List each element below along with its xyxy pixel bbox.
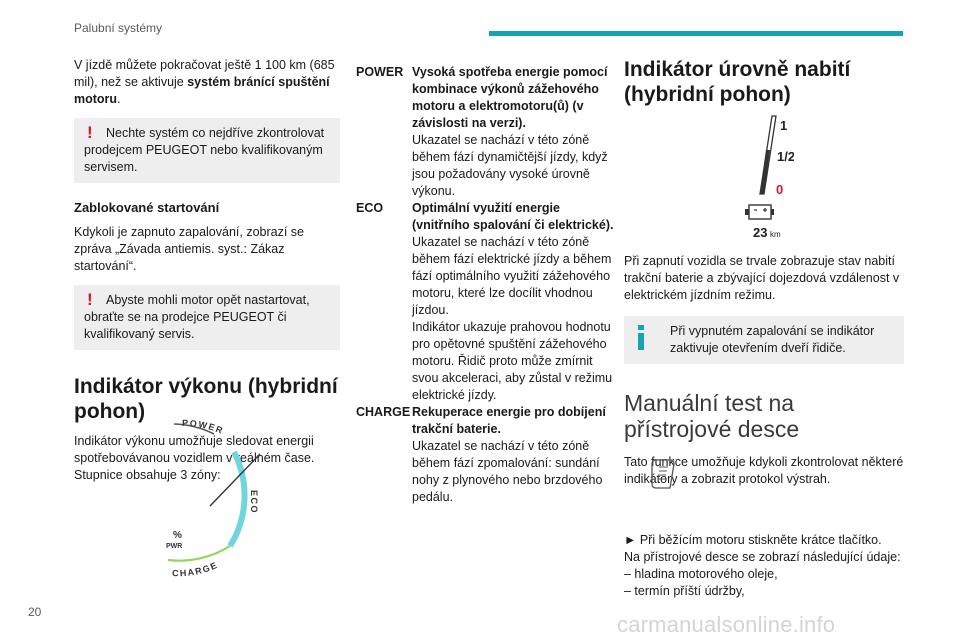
warning-exclamation-icon: !	[87, 123, 93, 142]
range-value: 23	[753, 225, 768, 240]
zone-item-eco	[356, 200, 620, 404]
info-text: Při vypnutém zapalování se indikátor zaktivuje otevřením dveří řidiče.	[670, 324, 875, 355]
warning-box	[74, 285, 340, 350]
zone-term: ECO	[356, 201, 384, 215]
charge-zone-label: CHARGE	[171, 559, 220, 579]
zone-definition: Optimální využití energie (vnitřního spalování či elektrické). Ukazatel se nachází v této zóně během fází elektrické jízdy a během fází optimálního využití zážehového motoru, které lze docílit vhodnou jízdou. Indikátor ukazuje prahovou hodnotu pro opětovné spuštění zážehového motoru. Řidič proto může zmírnit svou akceleraci, aby zůstal v režimu elektrické jízdy.	[412, 201, 614, 402]
running-header: Palubní systémy	[74, 21, 163, 35]
section-heading-charge-level: Indikátor úrovně nabití (hybridní pohon)	[624, 58, 851, 106]
step-press-button: ► Při běžícím motoru stiskněte krátce tlačítko.	[624, 533, 882, 547]
power-gauge-illustration	[122, 404, 302, 584]
instrument-button-icon	[648, 458, 676, 490]
warning-text: Abyste mohli motor opět nastartovat, obraťte se na prodejce PEUGEOT či kvalifikovaný servis.	[84, 293, 310, 341]
sub-heading-blocked-start: Zablokované startování	[74, 200, 220, 215]
power-zone-label: POWER	[181, 417, 226, 437]
watermark: carmanualsonline.info	[617, 612, 836, 637]
list-item: – hladina motorového oleje,	[624, 567, 778, 581]
column-middle	[356, 64, 620, 506]
zone-term: POWER	[356, 65, 404, 79]
eco-zone-arc	[230, 452, 245, 546]
level-zero-label: 0	[776, 182, 784, 197]
header-accent-bar	[489, 31, 903, 36]
zone-term: CHARGE	[356, 405, 411, 419]
gauge-percent-label: %	[173, 530, 182, 541]
charge-level-svg	[744, 110, 794, 240]
section-heading-manual-test: Manuální test na přístrojové desce	[624, 390, 800, 442]
zone-definition: Rekuperace energie pro dobíjení trakční baterie. Ukazatel se nachází v této zóně během fází zpomalování: sundání nohy z plynového nebo brzdového pedálu.	[412, 405, 606, 504]
eco-zone-label: ECO	[249, 490, 259, 515]
level-full-label: 1	[780, 118, 788, 133]
info-icon	[638, 325, 644, 351]
gauge-pwr-label: PWR	[166, 543, 183, 550]
paragraph-immobiliser: V jízdě můžete pokračovat ještě 1 100 km (685 mil), než se aktivuje systém bránící spuštění motoru.	[74, 58, 335, 106]
section-heading-power-indicator: Indikátor výkonu (hybridní pohon)	[74, 375, 338, 423]
charge-level-illustration	[744, 110, 794, 240]
power-gauge-svg	[122, 404, 302, 584]
paragraph-charge-level: Při zapnutí vozidla se trvale zobrazuje stav nabití trakční baterie a zbývající dojezdová vzdálenost v elektrickém jízdním režimu.	[624, 254, 900, 302]
list-item: – termín příští údržby,	[624, 584, 745, 598]
immobiliser-term: systém bránící spuštění motoru	[74, 75, 330, 106]
paragraph-display-info: Na přístrojové desce se zobrazí následující údaje:	[624, 550, 901, 564]
paragraph-blocked-start: Kdykoli je zapnuto zapalování, zobrazí se zpráva „Závada antiemis. syst.: Zákaz startování“.	[74, 225, 304, 273]
zone-definition: Vysoká spotřeba energie pomocí kombinace výkonů zážehového motoru a elektromotoru(ů) (v závislosti na verzi). Ukazatel se nachází v této zóně během fází dynamičtější jízdy, když jsou požadovány vysoké úrovně výkonu.	[412, 65, 608, 198]
range-unit: km	[770, 230, 781, 239]
warning-text: Nechte systém co nejdříve zkontrolovat prodejcem PEUGEOT nebo kvalifikovaným servisem.	[84, 126, 325, 174]
page-number: 20	[28, 605, 42, 619]
info-box	[624, 316, 904, 364]
warning-exclamation-icon: !	[87, 290, 93, 309]
paragraph-manual-test: Tato funkce umožňuje kdykoli zkontrolovat některé indikátory a zobrazit protokol výstrah.	[624, 455, 904, 486]
zone-item-charge	[356, 404, 620, 506]
button-icon-spacer	[624, 488, 904, 532]
battery-plug-icon	[745, 205, 774, 219]
warning-box	[74, 118, 340, 183]
paragraph-power-indicator: Indikátor výkonu umožňuje sledovat energii spotřebovávanou vozidlem v reálném čase. Stupnice obsahuje 3 zóny:	[74, 434, 315, 482]
level-half-label: 1/2	[777, 149, 794, 164]
zone-item-power	[356, 64, 620, 200]
